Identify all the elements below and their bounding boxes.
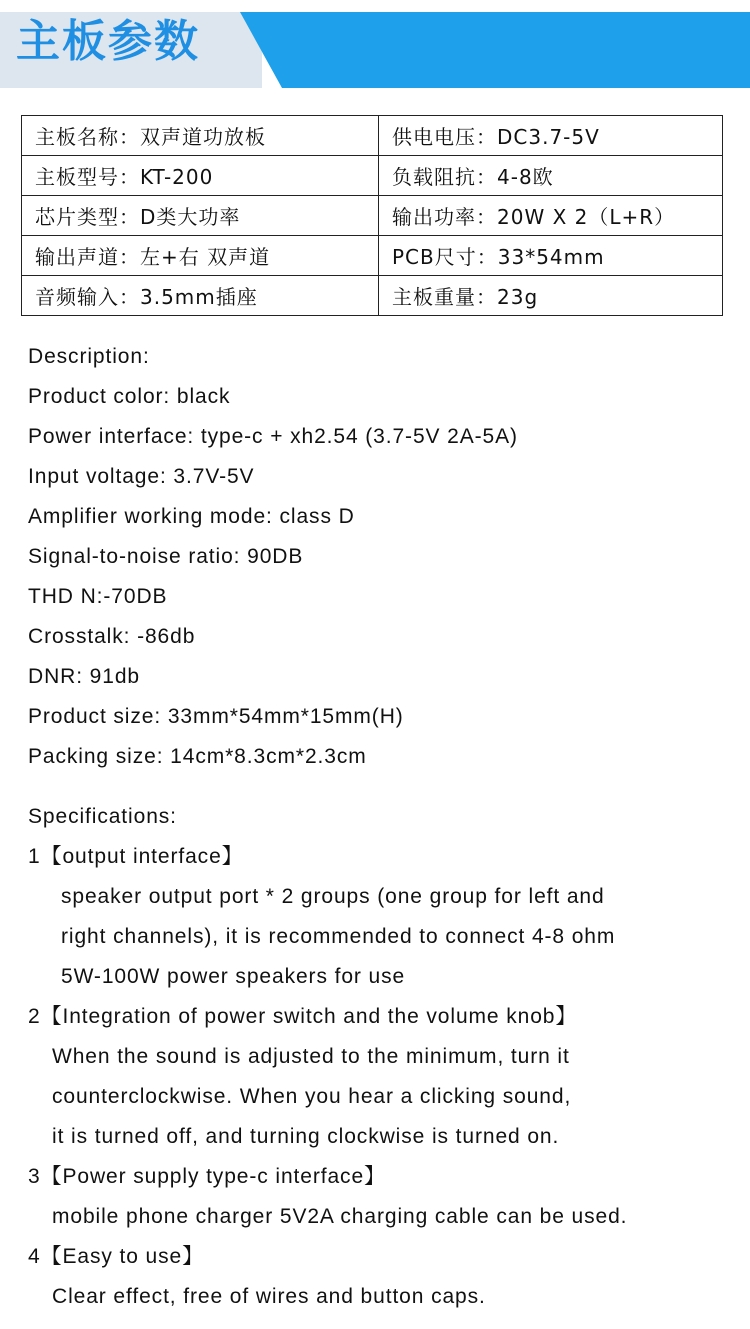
spec-item-title: 4【Easy to use】 — [28, 1245, 205, 1268]
description-line: THD N:-70DB — [28, 585, 168, 608]
page-title: 主板参数 — [16, 16, 200, 67]
description-line: Signal-to-noise ratio: 90DB — [28, 545, 304, 568]
banner-blue-stripe — [240, 12, 750, 88]
product-description — [28, 337, 748, 1317]
table-row — [22, 276, 723, 316]
spec-item-line: right channels), it is recommended to connect 4-8 ohm — [61, 925, 616, 948]
description-line: Product size: 33mm*54mm*15mm(H) — [28, 705, 404, 728]
description-line: Amplifier working mode: class D — [28, 505, 355, 528]
description-line: Input voltage: 3.7V-5V — [28, 465, 255, 488]
spec-item-line: counterclockwise. When you hear a clicking sound, — [52, 1085, 572, 1108]
table-row — [22, 196, 723, 236]
description-line: DNR: 91db — [28, 665, 140, 688]
table-cell: 主板名称：双声道功放板 — [22, 116, 379, 156]
spec-item-line: Clear effect, free of wires and button caps. — [52, 1285, 486, 1308]
spec-item-line: When the sound is adjusted to the minimum, turn it — [52, 1045, 570, 1068]
table-cell: 输出声道：左+右 双声道 — [22, 236, 379, 276]
spec-item-line: speaker output port * 2 groups (one group for left and — [61, 885, 605, 908]
section-spacer — [28, 777, 748, 797]
table-cell: 音频输入：3.5mm插座 — [22, 276, 379, 316]
table-cell: 芯片类型：D类大功率 — [22, 196, 379, 236]
table-cell: 主板型号：KT-200 — [22, 156, 379, 196]
table-row — [22, 236, 723, 276]
spec-item-title: 1【output interface】 — [28, 845, 244, 868]
description-line: Packing size: 14cm*8.3cm*2.3cm — [28, 745, 367, 768]
spec-item-line: mobile phone charger 5V2A charging cable can be used. — [52, 1205, 628, 1228]
table-row — [22, 156, 723, 196]
spec-table — [21, 115, 723, 316]
table-cell: PCB尺寸：33*54mm — [379, 236, 723, 276]
table-cell: 输出功率：20W X 2（L+R） — [379, 196, 723, 236]
description-heading: Description: — [28, 345, 150, 368]
spec-item-title: 3【Power supply type-c interface】 — [28, 1165, 386, 1188]
table-row — [22, 116, 723, 156]
description-line: Power interface: type-c + xh2.54 (3.7-5V 2A-5A) — [28, 425, 518, 448]
table-cell: 供电电压：DC3.7-5V — [379, 116, 723, 156]
spec-item-line: 5W-100W power speakers for use — [61, 965, 406, 988]
description-line: Product color: black — [28, 385, 231, 408]
specifications-heading: Specifications: — [28, 805, 177, 828]
table-cell: 负载阻抗：4-8欧 — [379, 156, 723, 196]
table-cell: 主板重量：23g — [379, 276, 723, 316]
description-line: Crosstalk: -86db — [28, 625, 196, 648]
spec-item-title: 2【Integration of power switch and the volume knob】 — [28, 1005, 578, 1028]
header-banner — [0, 0, 750, 90]
spec-item-line: it is turned off, and turning clockwise is turned on. — [52, 1125, 560, 1148]
